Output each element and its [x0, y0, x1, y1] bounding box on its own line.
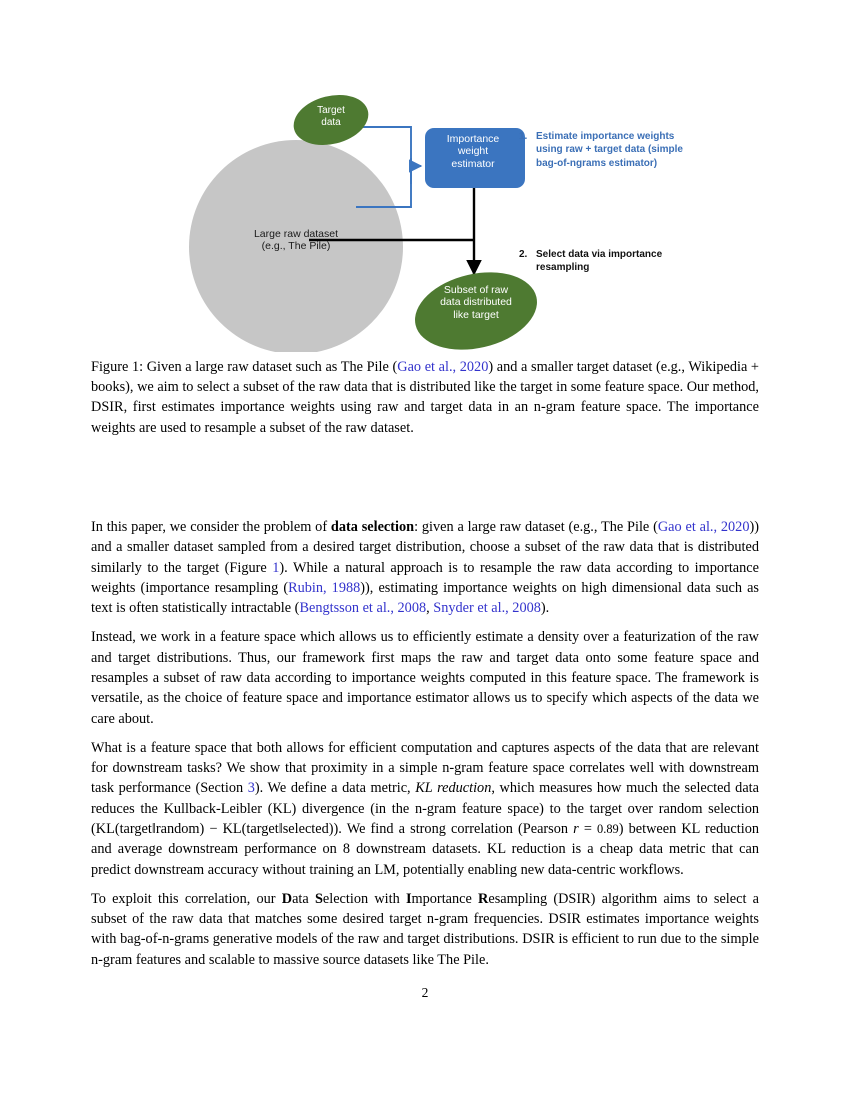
citation-link-snyder-2008[interactable]: Snyder et al., 2008 [433, 600, 541, 617]
figure-caption-text-1: Given a large raw dataset such as The Pile ( [143, 359, 398, 375]
p4-bold-s: S [314, 890, 323, 907]
raw-dataset-label-line2: (e.g., The Pile) [261, 240, 331, 253]
estimator-label-line3: estimator [451, 157, 495, 170]
figure-caption-text-2: ) and a smaller target dataset (e.g., Wikipedia + books), we aim to select a subset of the raw data that is distributed like the target in some feature space. Our method, DSIR, first estimates importance weights using raw and target data in an n-gram feature space. The importance weights are used to resample a subset of the raw dataset. [91, 359, 759, 436]
figure-step-2-number: 2. [519, 249, 528, 260]
p4-bold-i: I [405, 890, 412, 907]
p1-bold-data-selection: data selection [330, 519, 415, 535]
figure-step-2-text: Select data via importance resampling [536, 249, 663, 274]
p4-text-3: election with [322, 890, 406, 907]
raw-dataset-label-line1: Large raw dataset [253, 228, 339, 240]
subset-label-line1: Subset of raw [443, 284, 509, 296]
page-number: 2 [421, 985, 429, 1000]
citation-link-gao-2020[interactable]: Gao et al., 2020 [397, 359, 489, 375]
pipeline-diagram-svg [91, 62, 759, 352]
p3-math-r: r [573, 821, 579, 838]
subset-ellipse [407, 261, 544, 352]
figure-ref-link-1[interactable]: 1 [272, 559, 280, 576]
estimator-label-line2: weight [457, 145, 489, 158]
p4-text-4: mportance [411, 890, 479, 907]
p4-bold-r: R [478, 890, 489, 907]
p1-text-5: )), estimating importance weights on high dimensional data such as text is often statistically intractable ( [91, 580, 759, 617]
paragraph-4 [91, 889, 759, 970]
figure-step-1-number: 1. [519, 131, 528, 142]
subset-label-line3: like target [453, 308, 499, 321]
estimator-label-line1: Importance [446, 133, 500, 145]
raw-dataset-circle [189, 140, 403, 352]
figure-step-2 [519, 248, 699, 275]
importance-weight-estimator-box [425, 128, 525, 188]
paragraph-2: Instead, we work in a feature space which allows us to efficiently estimate a density over a featurization of the raw and target distributions. Thus, our framework first maps the raw and target data onto some feature space and resamples a subset of raw data according to importance weights computed in this feature space. The framework is versatile, as the choice of feature space and importance estimator allows us to specify which aspects of the data we care about. [91, 629, 759, 727]
p3-text-2: ). We define a data metric, [254, 780, 416, 797]
p4-text-1: To exploit this correlation, our [91, 890, 282, 907]
p3-math-0-89: 0.89 [597, 822, 619, 837]
figure-caption-label: Figure 1: [91, 359, 144, 375]
p1-text-7: ). [540, 600, 550, 617]
p3-text-4: = [578, 821, 598, 838]
p1-text-3: )) and a smaller dataset sampled from a desired target distribution, choose a subset of the raw data that is distributed similarly to the target (Figure [91, 519, 760, 576]
body-text [91, 517, 759, 979]
p1-text-6: , [426, 600, 434, 617]
p3-text-3: , which measures how much the selected data reduces the Kullback-Leibler (KL) divergence (in the n-gram feature space) to the target over random selection (KL(target‖random) − KL(target‖selected)). We find a strong correlation (Pearson [91, 780, 759, 838]
figure-1 [91, 62, 759, 352]
figure-caption [91, 357, 759, 438]
citation-link-bengtsson-2008[interactable]: Bengtsson et al., 2008 [299, 600, 427, 617]
figure-step-1 [519, 130, 699, 170]
p1-text-2: : given a large raw dataset (e.g., The Pile ( [414, 519, 658, 535]
target-data-label-line1: Target [317, 105, 345, 116]
paragraph-1 [91, 517, 759, 619]
section-ref-link-3[interactable]: 3 [247, 780, 255, 797]
p3-text-1: What is a feature space that both allows for efficient computation and captures aspects of the data that are relevant for downstream tasks? We show that proximity in a simple n-gram feature space correlates well with downstream task performance (Section [91, 739, 759, 797]
p4-bold-d: D [281, 890, 293, 907]
p3-text-5: ) between KL reduction and average downstream performance on 8 downstream datasets. KL reduction is a cheap data metric that can predict downstream accuracy without training an LM, potentially enabling new data-centric workflows. [91, 821, 759, 878]
p4-text-2: ata [292, 890, 315, 907]
p3-italic-kl-reduction: KL reduction [415, 780, 492, 797]
target-data-label-line2: data [321, 116, 341, 128]
citation-link-gao-2020-body[interactable]: Gao et al., 2020 [657, 519, 750, 535]
subset-label-line2: data distributed [440, 296, 512, 309]
citation-link-rubin-1988[interactable]: Rubin, 1988 [288, 580, 361, 597]
paragraph-3 [91, 738, 759, 881]
p1-text-1: In this paper, we consider the problem of [91, 519, 331, 535]
figure-step-1-text: Estimate importance weights using raw + target data (simple bag-of-ngrams estimator) [536, 131, 683, 169]
p1-text-4: ). While a natural approach is to resample the raw data according to importance weights (importance resampling ( [91, 559, 759, 597]
p4-text-5: esampling (DSIR) algorithm aims to select a subset of the raw data that matches some desired target n-gram frequencies. DSIR estimates importance weights with bag-of-n-grams generative models of the raw and target distributions. DSIR is efficient to run due to the simple n-gram features and scalable to massive source datasets like The Pile. [91, 890, 759, 968]
